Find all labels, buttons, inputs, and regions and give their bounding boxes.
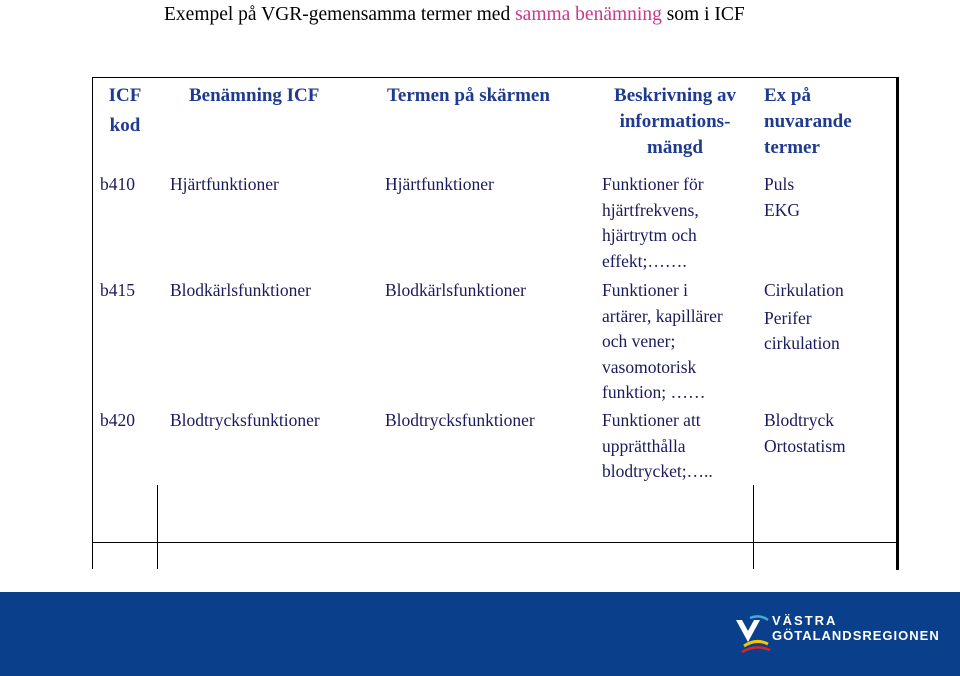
header-ex-termer: Ex på nuvarande termer	[764, 85, 852, 158]
row-b415-desc: Funktioner i artärer, kapillärer och vener; vasomotorisk funktion; ……	[602, 280, 723, 402]
column-divider-2	[753, 485, 754, 569]
row-b420-screen: Blodtrycksfunktioner	[385, 410, 535, 430]
row-b415-examples: Cirkulation Perifer cirkulation	[764, 280, 844, 353]
header-termen: Termen på skärmen	[387, 85, 550, 106]
row-b415-screen: Blodkärlsfunktioner	[385, 280, 526, 300]
column-divider-1	[157, 485, 158, 569]
header-icf-kod: ICF kod	[108, 85, 142, 136]
row-b415-code: b415	[100, 280, 135, 300]
row-b420-name: Blodtrycksfunktioner	[170, 410, 320, 430]
row-b410-desc: Funktioner för hjärtfrekvens, hjärtrytm och effekt;…….	[602, 174, 704, 271]
table-left-border	[92, 77, 93, 569]
table-right-border	[896, 77, 899, 570]
row-b410-examples: Puls EKG	[764, 174, 800, 220]
title-prefix: Exempel på VGR-gemensamma termer med	[164, 4, 516, 25]
row-b420-desc: Funktioner att upprätthålla blodtrycket;…..	[602, 410, 713, 481]
row-b420-code: b420	[100, 410, 135, 430]
title-accent: samma benämning	[515, 4, 662, 25]
row-b410-name: Hjärtfunktioner	[170, 174, 279, 194]
table-top-border	[92, 77, 898, 78]
row-b415-name: Blodkärlsfunktioner	[170, 280, 311, 300]
row-b410-screen: Hjärtfunktioner	[385, 174, 494, 194]
title-suffix: som i ICF	[661, 4, 745, 25]
vgr-logo-text: VÄSTRA GÖTALANDSREGIONEN	[772, 613, 940, 643]
row-b410-code: b410	[100, 174, 135, 194]
page-title	[164, 3, 745, 27]
header-benamning: Benämning ICF	[189, 85, 320, 106]
row-divider	[92, 542, 898, 543]
header-beskrivning: Beskrivning av informations- mängd	[614, 85, 736, 158]
row-b420-examples: Blodtryck Ortostatism	[764, 410, 846, 456]
